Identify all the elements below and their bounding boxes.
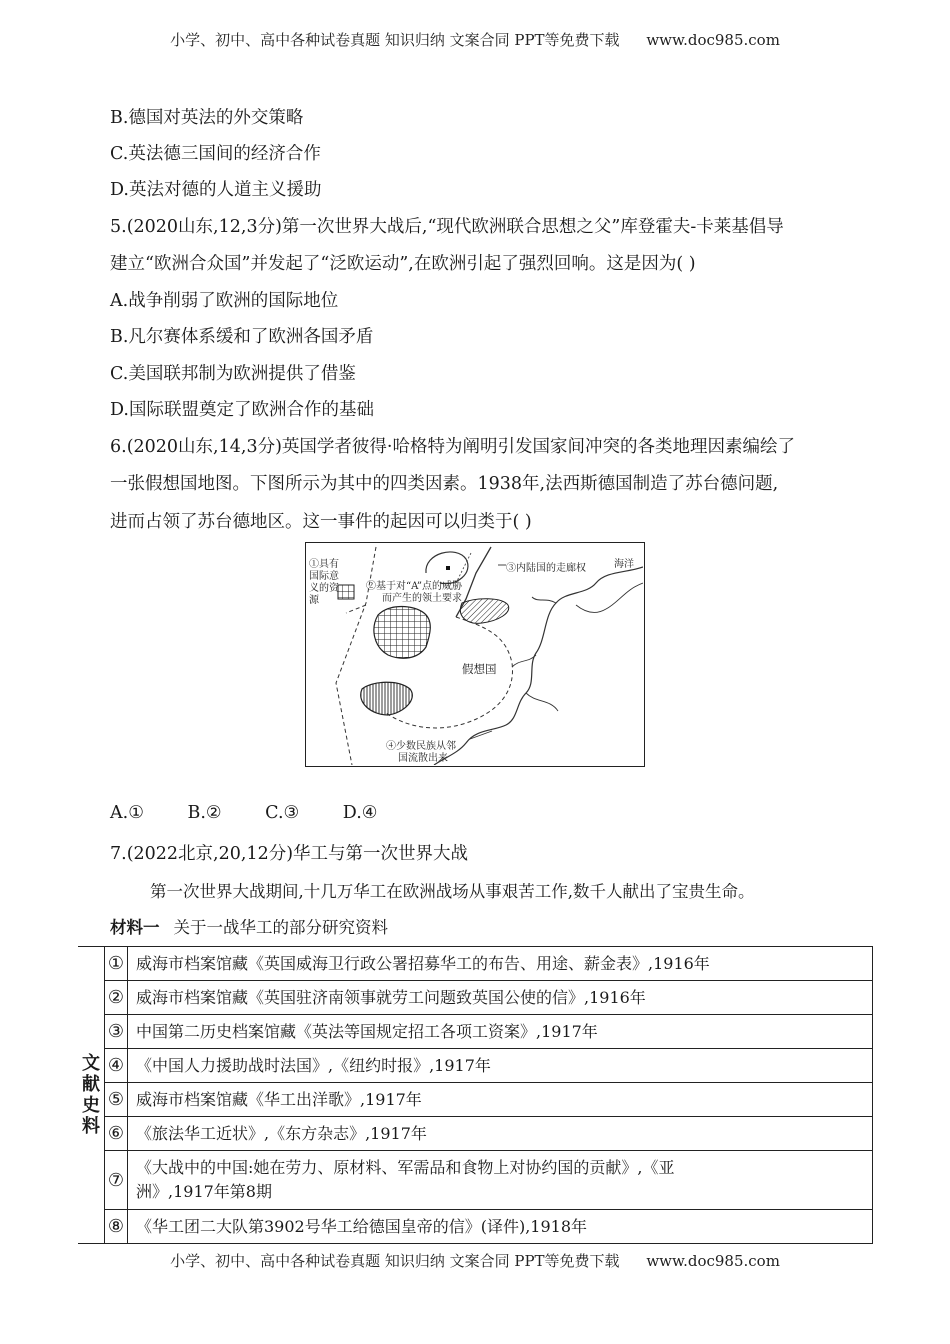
row-text: 《旅法华工近状》,《东方杂志》,1917年 (128, 1117, 873, 1151)
row-number: ⑦ (105, 1151, 128, 1210)
q6-option-d: D.④ (342, 803, 378, 823)
q5-stem-line1: 5.(2020山东,12,3分)第一次世界大战后,“现代欧洲联合思想之父”库登霍夫-卡莱基倡导 (110, 217, 784, 237)
material-title: 关于一战华工的部分研究资料 (173, 918, 388, 937)
map-label-sea: 海洋 (614, 559, 634, 570)
table-row (78, 1117, 873, 1151)
header-text: 小学、初中、高中各种试卷真题 知识归纳 文案合同 PPT等免费下载 (170, 31, 620, 49)
footer-text: 小学、初中、高中各种试卷真题 知识归纳 文案合同 PPT等免费下载 (170, 1252, 620, 1270)
q5-stem-line2: 建立“欧洲合众国”并发起了“泛欧运动”,在欧洲引起了强烈回响。这是因为( ) (110, 254, 696, 274)
row-text: 《华工团二大队第3902号华工给德国皇帝的信》(译件),1918年 (128, 1210, 873, 1244)
map-label-1: ①具有 国际意 义的资 源 (309, 559, 339, 606)
row-text: 中国第二历史档案馆藏《英法等国规定招工各项工资案》,1917年 (128, 1015, 873, 1049)
row-number: ② (105, 981, 128, 1015)
map-label-country: 假想国 (462, 662, 497, 676)
table-row (78, 1049, 873, 1083)
q5-option-d: D.国际联盟奠定了欧洲合作的基础 (110, 400, 374, 420)
row-text: 威海市档案馆藏《英国威海卫行政公署招募华工的布告、用途、薪金表》,1916年 (128, 947, 873, 981)
q4-option-b: B.德国对英法的外交策略 (110, 108, 304, 128)
table-row (78, 1083, 873, 1117)
q4-option-d: D.英法对德的人道主义援助 (110, 180, 322, 200)
table-row (78, 1015, 873, 1049)
q5-option-a: A.战争削弱了欧洲的国际地位 (110, 291, 339, 311)
q7-material-heading (110, 914, 388, 938)
table-row (78, 1151, 873, 1210)
q6-option-a: A.① (110, 803, 144, 823)
q6-option-c: C.③ (265, 803, 300, 823)
row-number: ③ (105, 1015, 128, 1049)
q6-options (110, 803, 415, 823)
row-text: 《中国人力援助战时法国》,《纽约时报》,1917年 (128, 1049, 873, 1083)
q4-option-c: C.英法德三国间的经济合作 (110, 144, 321, 164)
row-number: ① (105, 947, 128, 981)
side-label: 文 献 史 料 (78, 947, 105, 1244)
row-text: 《大战中的中国:她在劳力、原材料、军需品和食物上对协约国的贡献》,《亚 洲》,1917年第8期 (128, 1151, 873, 1210)
material-label: 材料一 (110, 918, 160, 937)
map-label-3: ③内陆国的走廊权 (506, 563, 586, 574)
table-row (78, 947, 873, 981)
header-url[interactable]: www.doc985.com (646, 31, 780, 49)
q6-stem-line3: 进而占领了苏台德地区。这一事件的起因可以归类于( ) (110, 512, 532, 532)
q6-option-b: B.② (187, 803, 222, 823)
q6-stem-line2: 一张假想国地图。下图所示为其中的四类因素。1938年,法西斯德国制造了苏台德问题, (110, 474, 779, 494)
row-number: ⑥ (105, 1117, 128, 1151)
q5-option-b: B.凡尔赛体系缓和了欧洲各国矛盾 (110, 327, 374, 347)
research-sources-table (78, 946, 873, 1244)
row-number: ④ (105, 1049, 128, 1083)
table-row (78, 1210, 873, 1244)
q6-stem-line1: 6.(2020山东,14,3分)英国学者彼得·哈格特为阐明引发国家间冲突的各类地理因素编绘了 (110, 437, 795, 457)
hypothetical-country-map (305, 542, 645, 767)
row-text: 威海市档案馆藏《英国驻济南领事就劳工问题致英国公使的信》,1916年 (128, 981, 873, 1015)
row-text: 威海市档案馆藏《华工出洋歌》,1917年 (128, 1083, 873, 1117)
map-label-4: ④少数民族从邻 国流散出来 (386, 741, 456, 764)
row-number: ⑧ (105, 1210, 128, 1244)
map-label-2: ②基于对“A”点的威胁 而产生的领土要求 (366, 581, 462, 604)
row-number: ⑤ (105, 1083, 128, 1117)
page-footer (0, 1250, 950, 1271)
q5-option-c: C.美国联邦制为欧洲提供了借鉴 (110, 364, 356, 384)
point-a-marker (446, 566, 450, 570)
q7-stem: 7.(2022北京,20,12分)华工与第一次世界大战 (110, 844, 469, 864)
q7-intro: 第一次世界大战期间,十几万华工在欧洲战场从事艰苦工作,数千人献出了宝贵生命。 (150, 882, 755, 901)
table-row (78, 981, 873, 1015)
footer-url[interactable]: www.doc985.com (646, 1252, 780, 1270)
page-header (0, 29, 950, 50)
